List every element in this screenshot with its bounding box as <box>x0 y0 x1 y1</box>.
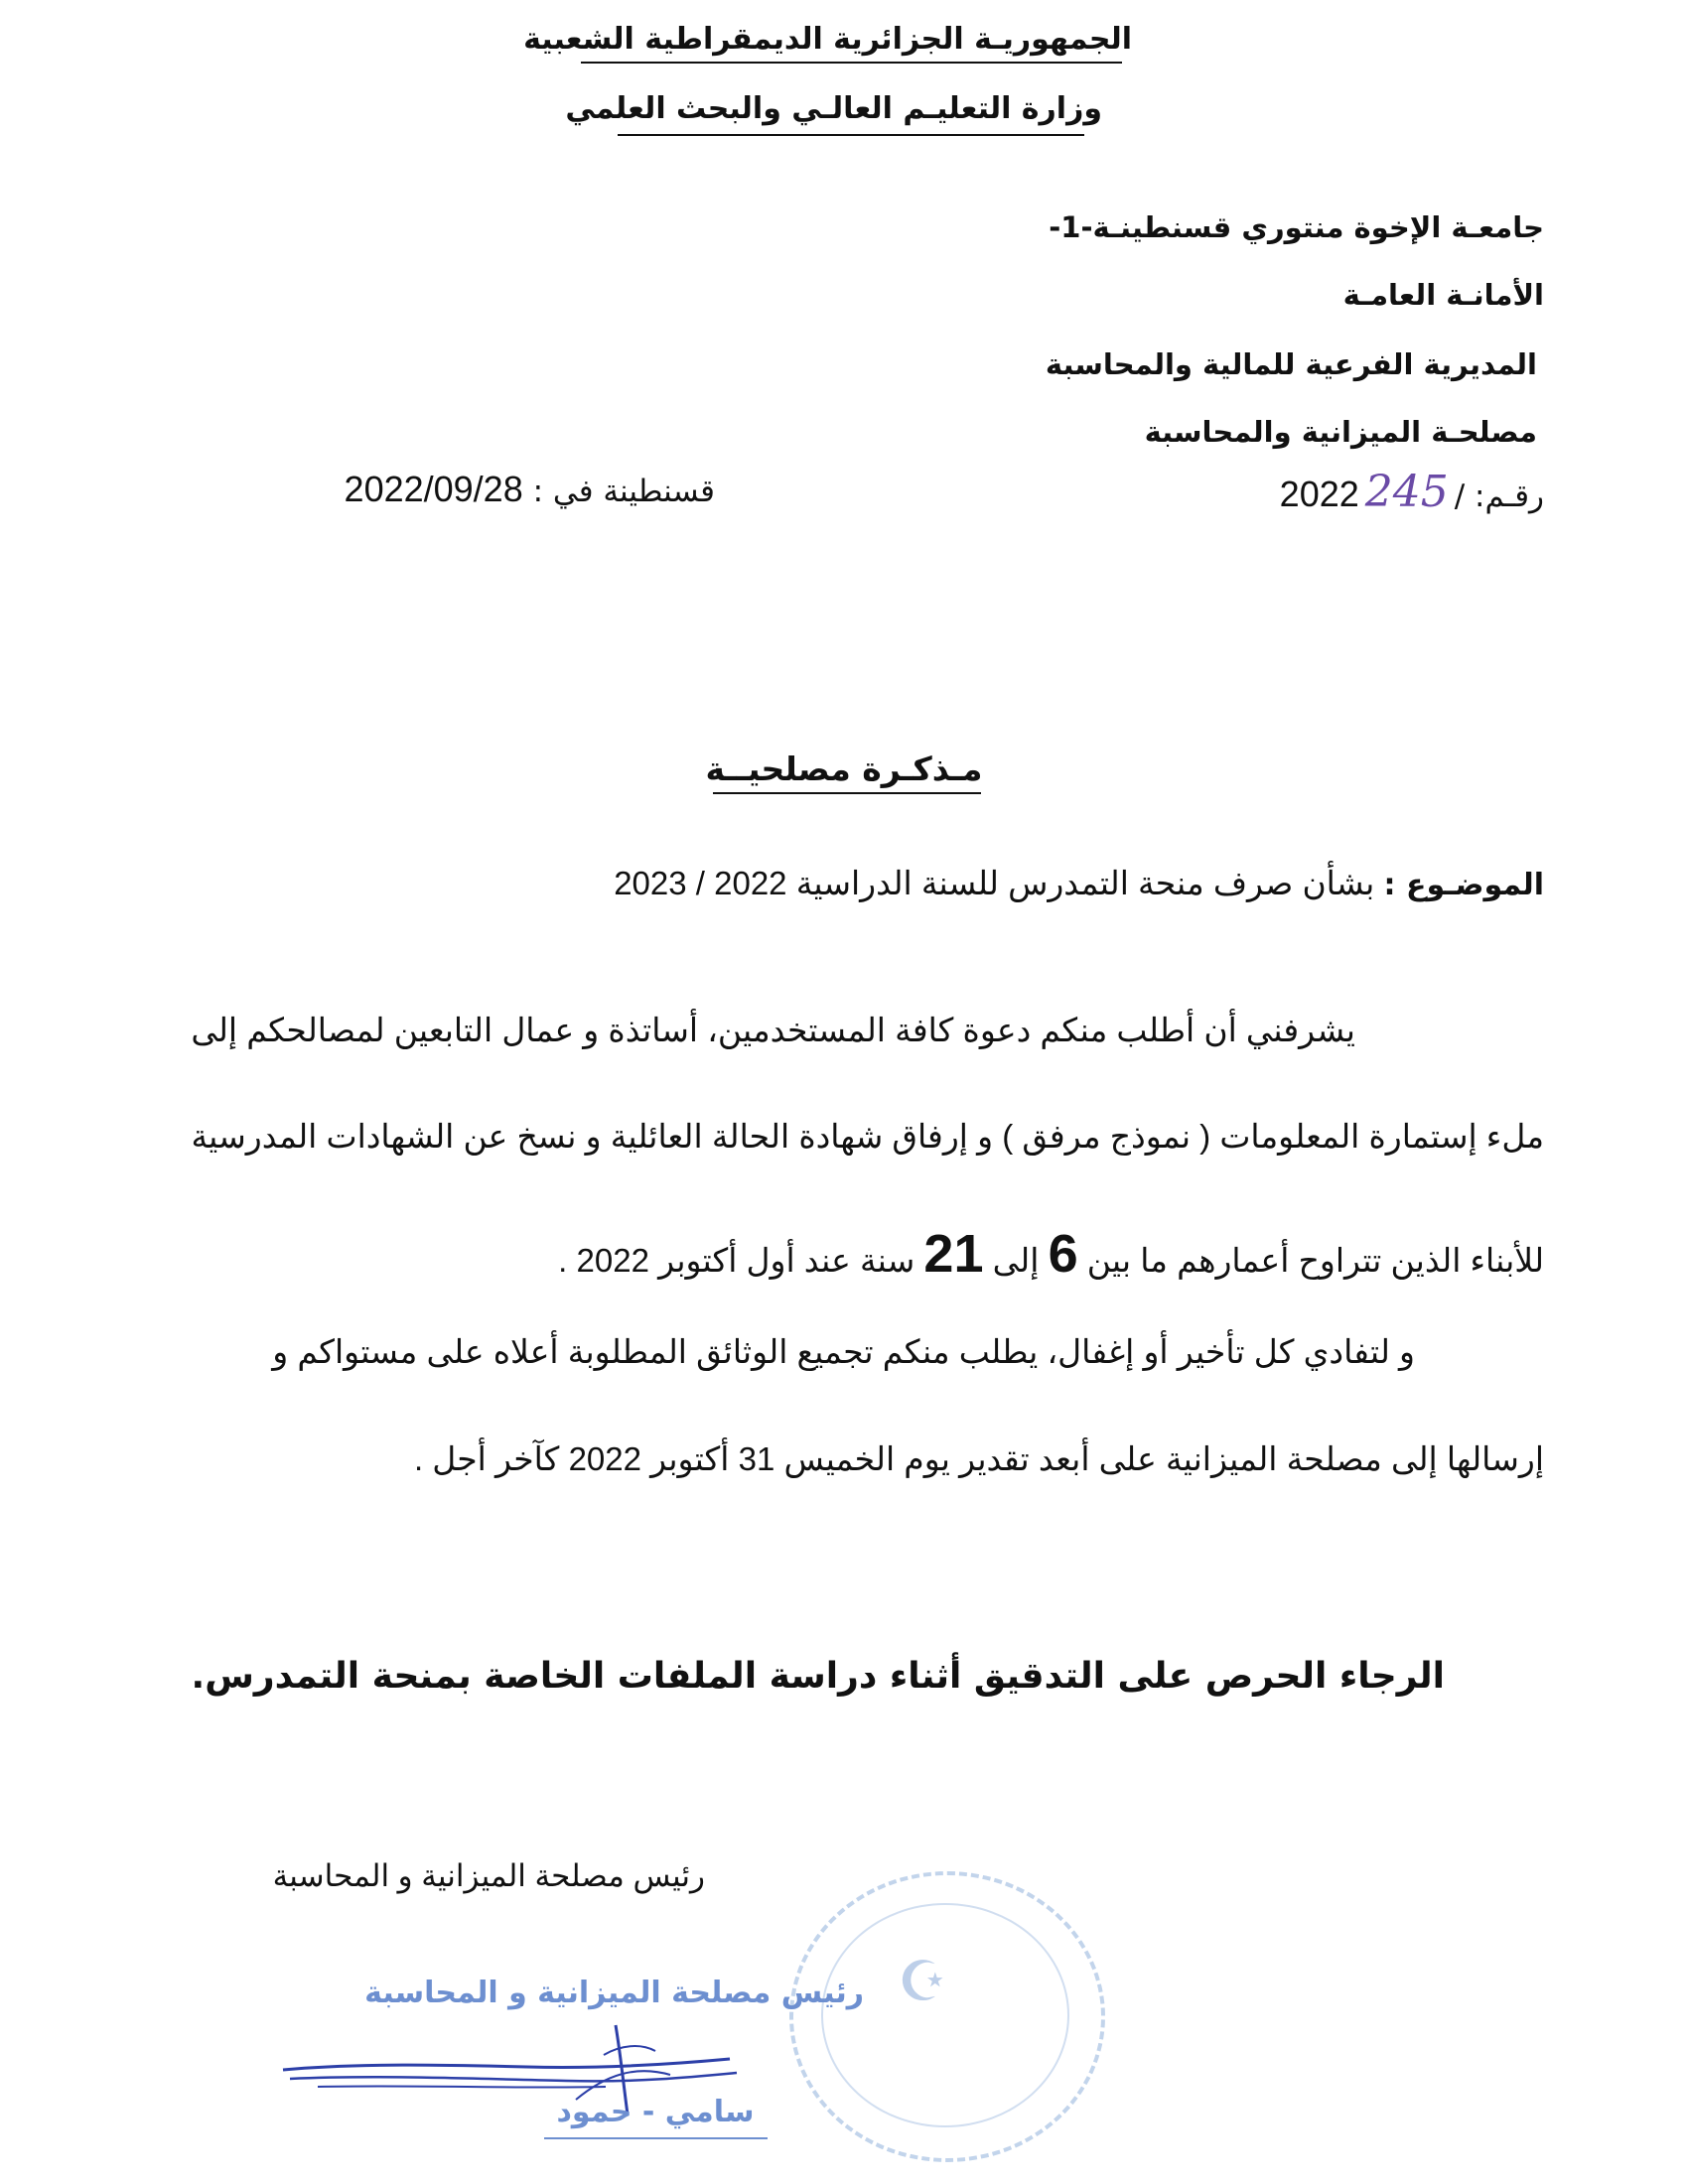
stamp-title: رئيس مصلحة الميزانية و المحاسبة <box>364 1976 864 2010</box>
age-max: 21 <box>923 1224 984 1284</box>
age-min: 6 <box>1048 1224 1078 1284</box>
reference-number <box>1280 467 1544 517</box>
body-line-4: و لتفادي كل تأخير أو إغفال، يطلب منكم تجميع الوثائق المطلوبة أعلاه على مستواكم و <box>272 1333 1415 1370</box>
closing-note: الرجاء الحرص على التدقيق أثناء دراسة الملفات الخاصة بمنحة التمدرس. <box>191 1656 1445 1697</box>
directorate-name: المديرية الفرعية للمالية والمحاسبة <box>1045 347 1537 381</box>
body-line-5: إرسالها إلى مصلحة الميزانية على أبعد تقدير يوم الخميس 31 أكتوبر 2022 كآخر أجل . <box>413 1440 1544 1477</box>
republic-underline <box>581 62 1122 64</box>
signatory-name: سامي - حمود <box>556 2095 755 2129</box>
official-seal-inner-ring <box>821 1903 1069 2127</box>
reference-year: 2022 <box>1279 474 1359 514</box>
subject-text: بشأن صرف منحة التمدرس للسنة الدراسية 2022 / 2023 <box>614 865 1375 901</box>
official-seal <box>789 1871 1105 2162</box>
ministry-heading: وزارة التعليـم العالـي والبحث العلمي <box>565 91 1102 126</box>
memo-subject <box>614 864 1544 902</box>
ministry-underline <box>618 134 1084 136</box>
service-name: مصلحـة الميزانية والمحاسبة <box>1144 415 1537 449</box>
date-value: 2022/09/28 <box>344 469 523 509</box>
university-name: جامعـة الإخوة منتوري قسنطينـة-1- <box>1049 210 1544 244</box>
body-line-1: يشرفني أن أطلب منكم دعوة كافة المستخدمين، أساتذة و عمال التابعين لمصالحكم إلى <box>191 1012 1355 1048</box>
republic-heading: الجمهوريـة الجزائرية الديمقراطية الشعبية <box>523 22 1132 57</box>
body-line-3 <box>558 1223 1544 1285</box>
star-crescent-icon: ☪ <box>898 1950 948 2014</box>
reference-label: رقـم: / <box>1454 478 1544 514</box>
body-line-2: ملء إستمارة المعلومات ( نموذج مرفق ) و إرفاق شهادة الحالة العائلية و نسخ عن الشهادات المدرسية <box>191 1118 1544 1155</box>
body-line-3-end: سنة عند أول أكتوبر 2022 . <box>558 1242 915 1279</box>
memo-title-underline <box>713 792 981 794</box>
signatory-name-underline <box>544 2137 768 2139</box>
secretariat-name: الأمانـة العامـة <box>1342 278 1544 312</box>
date-label: قسنطينة في : <box>532 474 715 509</box>
signatory-title: رئيس مصلحة الميزانية و المحاسبة <box>272 1858 705 1893</box>
memo-title: مـذكـرة مصلحيــة <box>705 750 983 788</box>
reference-handwritten-number: 245 <box>1364 467 1449 517</box>
date-line <box>328 469 715 510</box>
body-line-3-to: إلى <box>992 1242 1040 1279</box>
body-line-3-start: للأبناء الذين تتراوح أعمارهم ما بين <box>1086 1242 1544 1279</box>
subject-label: الموضـوع : <box>1383 868 1544 902</box>
